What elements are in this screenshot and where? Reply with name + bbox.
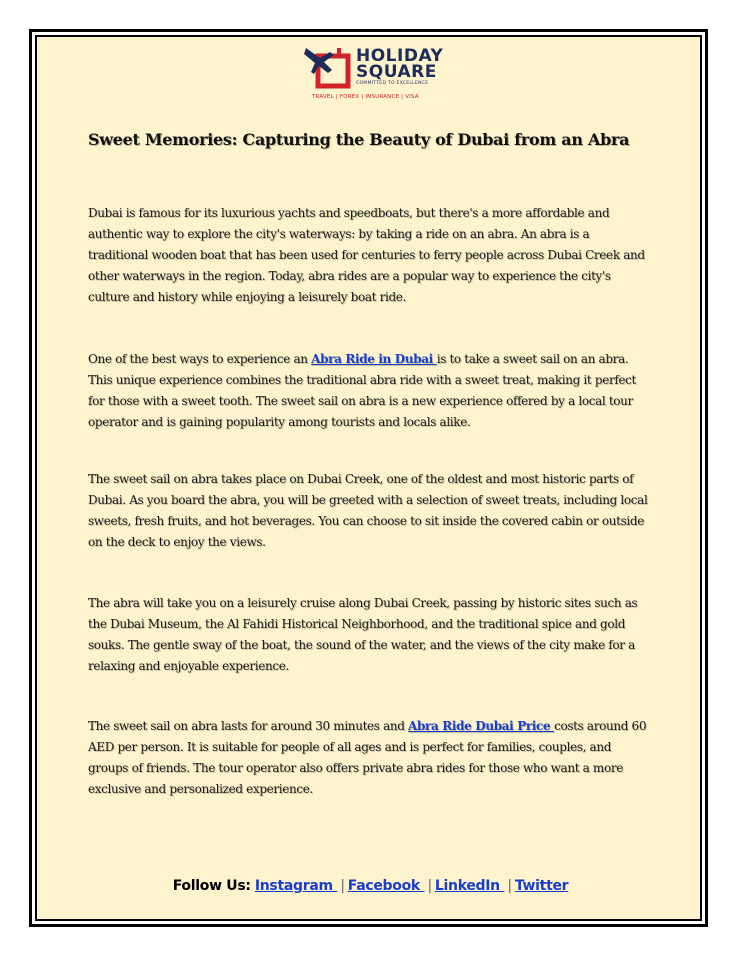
paragraph-2-text-end: is to take a sweet sail on an abra. This unique experience combines the traditional abra ride with a sweet treat, making it perfect for those with a sweet tooth. The sweet sail on abra is a new experience offered by a local tour operator and is gaining popularity among tourists and locals alike. <box>88 352 637 429</box>
paragraph-3: The sweet sail on abra takes place on Dubai Creek, one of the oldest and most historic parts of Dubai. As you board the abra, you will be greeted with a selection of sweet treats, including local sweets, fresh fruits, and hot beverages. You can choose to sit inside the covered cabin or outside on the deck to enjoy the views. <box>88 472 648 549</box>
paragraph-2 <box>88 349 650 433</box>
footer-separator: | <box>507 878 512 894</box>
article-title: Sweet Memories: Capturing the Beauty of Dubai from an Abra <box>88 130 630 149</box>
logo-brand-line2: SQUARE <box>356 62 437 82</box>
logo-services: TRAVEL | FOREX | INSURANCE | VISA <box>312 94 419 100</box>
follow-us-footer <box>0 878 741 894</box>
footer-separator: | <box>340 878 345 894</box>
instagram-link[interactable]: Instagram <box>254 878 338 894</box>
follow-us-label: Follow Us: <box>172 878 251 894</box>
holiday-square-logo[interactable] <box>304 44 444 104</box>
logo-tagline: COMMITTED TO EXCELLENCE <box>356 81 429 86</box>
paragraph-5-text-start: The sweet sail on abra lasts for around 30 minutes and <box>88 719 409 733</box>
paragraph-4: The abra will take you on a leisurely cruise along Dubai Creek, passing by historic sites such as the Dubai Museum, the Al Fahidi Historical Neighborhood, and the traditional spice and gold souks. The gentle sway of the boat, the sound of the water, and the views of the city make for a relaxing and enjoyable experience. <box>88 596 638 673</box>
linkedin-link[interactable]: LinkedIn <box>434 878 505 894</box>
paragraph-2-text-start: One of the best ways to experience an <box>88 352 312 366</box>
paragraph-5 <box>88 716 650 800</box>
footer-separator: | <box>427 878 432 894</box>
facebook-link[interactable]: Facebook <box>347 878 425 894</box>
abra-ride-dubai-price-link[interactable]: Abra Ride Dubai Price <box>408 719 555 733</box>
paragraph-1: Dubai is famous for its luxurious yachts and speedboats, but there's a more affordable and authentic way to explore the city's waterways: by taking a ride on an abra. An abra is a traditional wooden boat that has been used for centuries to ferry people across Dubai Creek and other waterways in the region. Today, abra rides are a popular way to experience the city's culture and history while enjoying a leisurely boat ride. <box>88 206 645 304</box>
twitter-link[interactable]: Twitter <box>514 878 569 894</box>
abra-ride-in-dubai-link[interactable]: Abra Ride in Dubai <box>311 352 437 366</box>
logo-mark-icon <box>304 44 354 90</box>
logo-wordmark <box>356 48 443 80</box>
paragraph-5-text-end: costs around 60 AED per person. It is suitable for people of all ages and is perfect for families, couples, and groups of friends. The tour operator also offers private abra rides for those who want a more exclusive and personalized experience. <box>88 719 647 796</box>
logo-brand-line1: HOLIDAY <box>356 46 444 66</box>
